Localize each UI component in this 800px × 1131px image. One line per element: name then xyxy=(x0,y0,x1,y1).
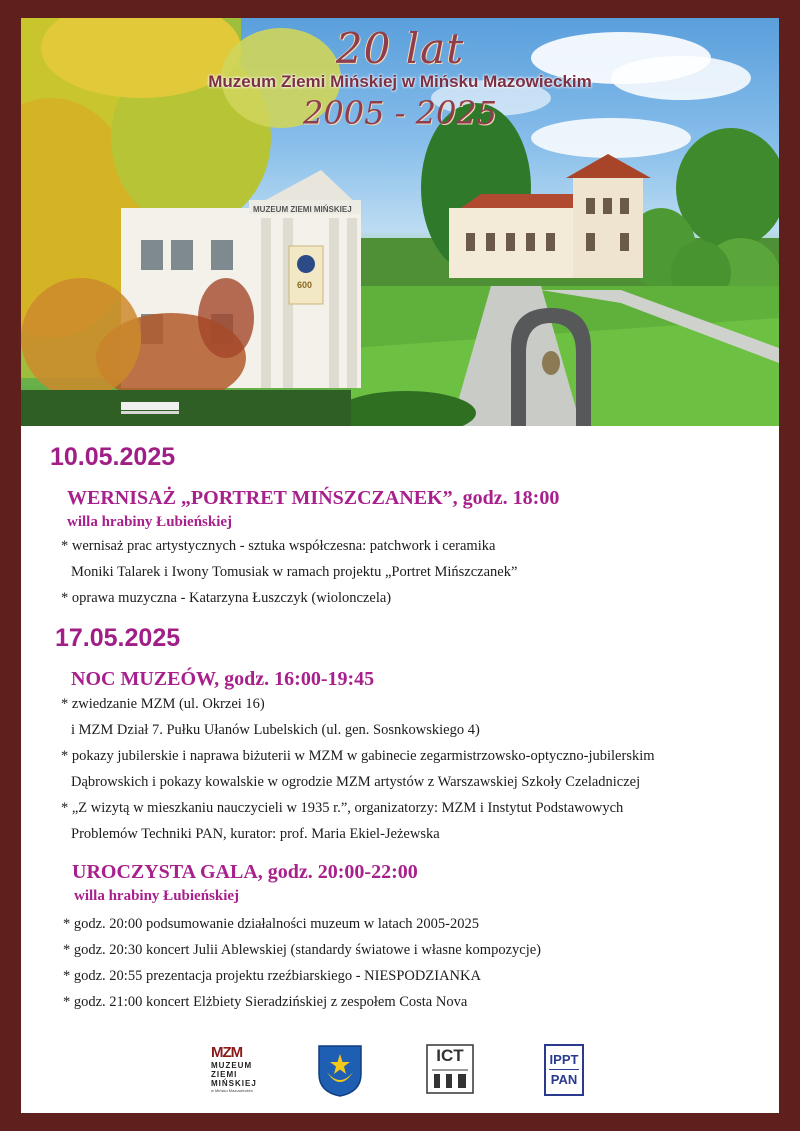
day2-event1-line-6: Problemów Techniki PAN, kurator: prof. Maria Ekiel-Jeżewska xyxy=(71,826,440,842)
anniversary-span: 2005 - 2025 xyxy=(302,94,498,132)
building-sign: MUZEUM ZIEMI MIŃSKIEJ xyxy=(253,205,352,214)
ict-logo xyxy=(426,1044,474,1098)
day1-date: 10.05.2025 xyxy=(50,443,176,471)
poster-card xyxy=(21,18,779,1113)
day1-event-venue: willa hrabiny Łubieńskiej xyxy=(67,514,233,530)
mzm-logo-mark: MZM xyxy=(211,1044,243,1061)
day1-event-title: WERNISAŻ „PORTRET MIŃSZCZANEK”, godz. 18:00 xyxy=(67,487,560,509)
mzm-logo-small: w Mińsku Mazowieckim xyxy=(211,1088,253,1093)
mzm-logo-line2: ZIEMI xyxy=(211,1070,238,1079)
mzm-logo-line3: MIŃSKIEJ xyxy=(211,1079,257,1088)
hero-photo xyxy=(21,18,779,426)
ict-logo-text: ICT xyxy=(436,1046,464,1065)
day1-line-2: Moniki Talarek i Iwony Tomusiak w ramach projektu „Portret Mińszczanek” xyxy=(71,564,518,580)
city-coat-of-arms-icon xyxy=(317,1044,363,1102)
day2-event2-venue: willa hrabiny Łubieńskiej xyxy=(74,888,240,904)
sponsor-logos xyxy=(21,1044,779,1104)
day2-event2-line-1: * godz. 20:00 podsumowanie działalności muzeum w latach 2005-2025 xyxy=(63,916,479,932)
day2-event1-line-5: * „Z wizytą w mieszkaniu nauczycieli w 1935 r.”, organizatorzy: MZM i Instytut Podstawowych xyxy=(61,800,624,816)
mzm-logo xyxy=(211,1044,271,1093)
anniversary-years: 20 lat xyxy=(335,24,465,73)
ippt-logo-line2: PAN xyxy=(549,1069,579,1087)
day2-date: 17.05.2025 xyxy=(55,624,181,652)
day2-event1-line-3: * pokazy jubilerskie i naprawa biżuterii w MZM w gabinecie zegarmistrzowsko-optyczno-jubilerskim xyxy=(61,748,655,764)
day2-event1-line-1: * zwiedzanie MZM (ul. Okrzei 16) xyxy=(61,696,265,712)
museum-name: Muzeum Ziemi Mińskiej w Mińsku Mazowieckim xyxy=(208,72,592,91)
day1-line-1: * wernisaż prac artystycznych - sztuka współczesna: patchwork i ceramika xyxy=(61,538,496,554)
day2-event1-line-2: i MZM Dział 7. Pułku Ułanów Lubelskich (ul. gen. Sosnkowskiego 4) xyxy=(71,722,480,738)
ippt-pan-logo xyxy=(544,1044,584,1096)
day2-event2-line-4: * godz. 21:00 koncert Elżbiety Sieradzińskiej z zespołem Costa Nova xyxy=(63,994,468,1010)
day2-event2-title: UROCZYSTA GALA, godz. 20:00-22:00 xyxy=(72,861,418,883)
day2-event1-line-4: Dąbrowskich i pokazy kowalskie w ogrodzie MZM artystów z Warszawskiej Szkoły Czeladniczej xyxy=(71,774,641,790)
ippt-logo-line1: IPPT xyxy=(549,1052,579,1067)
banner-number: 600 xyxy=(297,280,313,290)
mzm-logo-line1: MUZEUM xyxy=(211,1061,253,1070)
day2-event2-line-3: * godz. 20:55 prezentacja projektu rzeźbiarskiego - NIESPODZIANKA xyxy=(63,968,481,984)
day1-line-3: * oprawa muzyczna - Katarzyna Łuszczyk (wiolonczela) xyxy=(61,590,392,606)
hero-title xyxy=(21,24,779,132)
day2-event2-line-2: * godz. 20:30 koncert Julii Ablewskiej (standardy światowe i własne kompozycje) xyxy=(63,942,541,958)
day2-event1-title: NOC MUZEÓW, godz. 16:00-19:45 xyxy=(71,668,375,690)
